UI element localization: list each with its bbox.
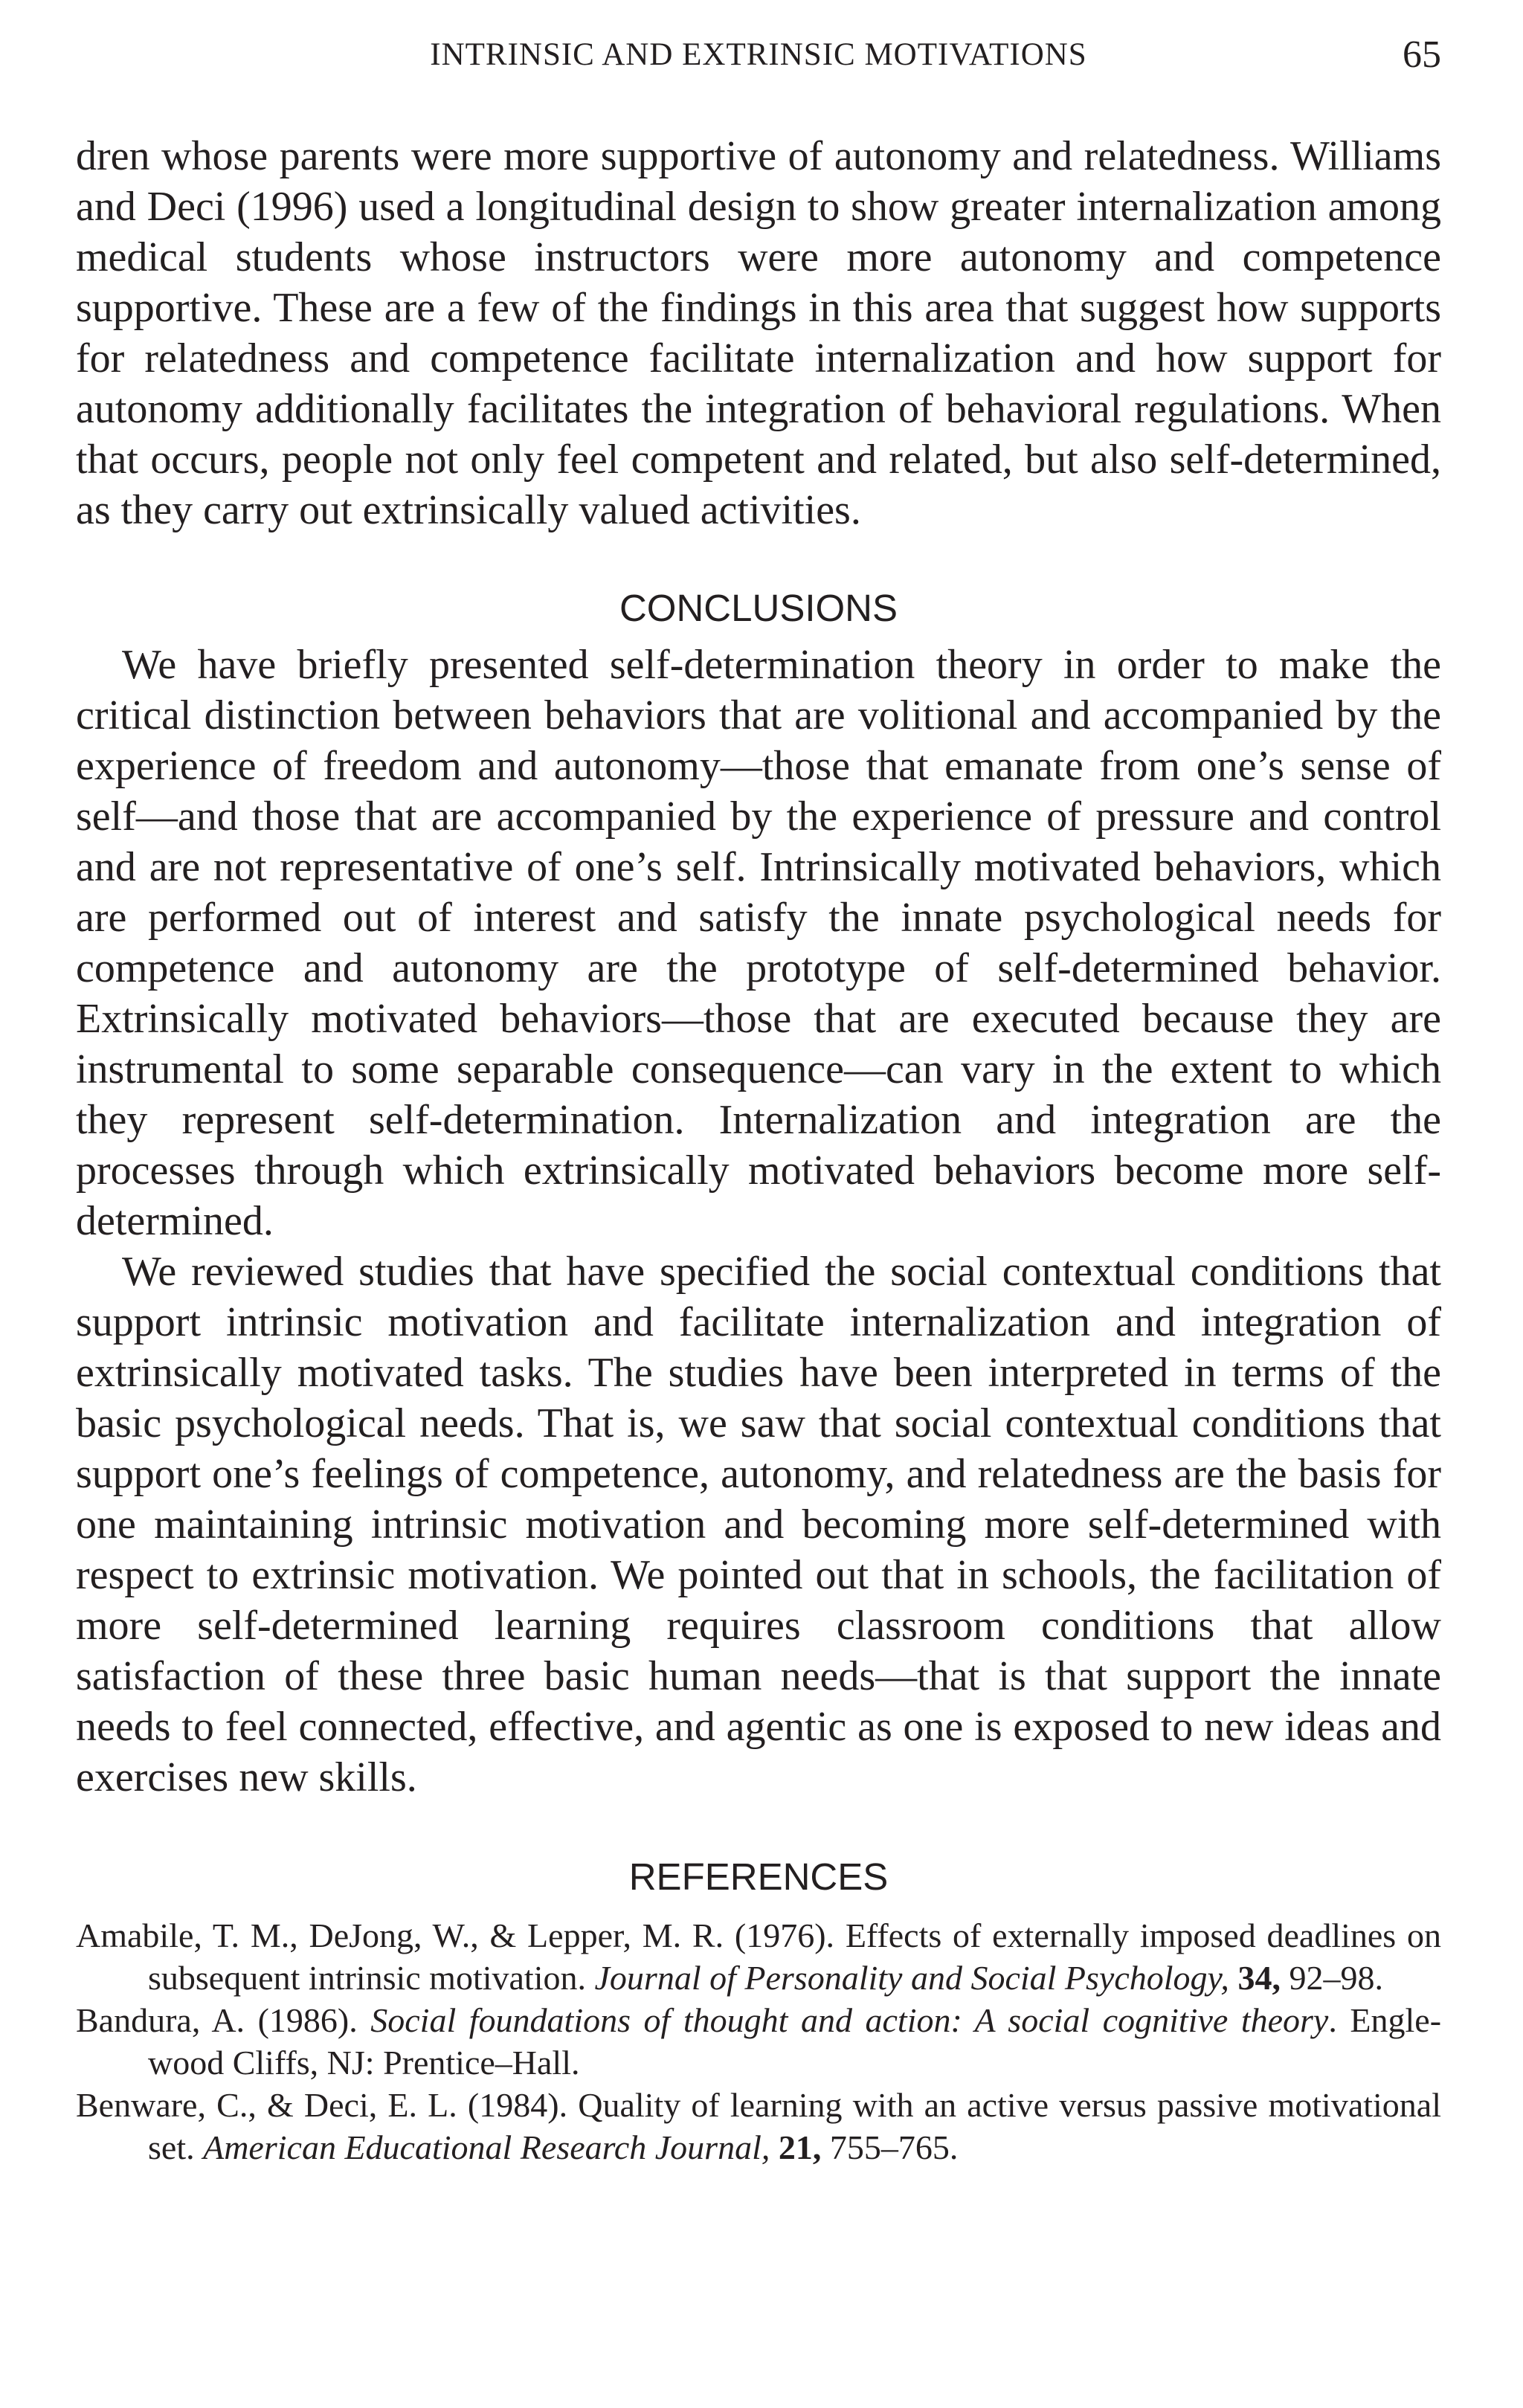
reference-text: Bandura, A. (1986). xyxy=(76,2001,371,2039)
reference-item xyxy=(76,2084,1441,2169)
page-number: 65 xyxy=(1403,33,1441,76)
reference-item xyxy=(76,1999,1441,2084)
conclusions-paragraph-1: We have briefly presented self-determination theory in order to make the critical distinction between behaviors that are volitional and accompanied by the experience of freedom and autonomy—those that emanate from one’s sense of self—and those that are accompanied by the experience of pressure and control and are not representative of one’s self. Intrinsically motivated behaviors, which are performed out of interest and satisfy the innate psychological needs for competence and autonomy are the prototype of self-determined behavior. Extrinsically motivated behaviors—those that are executed because they are instrumental to some separable consequence—can vary in the extent to which they represent self-determination. Internalization and integration are the processes through which extrinsically motivated behaviors become more self-determined. xyxy=(76,642,1441,1244)
running-title: INTRINSIC AND EXTRINSIC MOTIVATIONS xyxy=(430,37,1087,72)
reference-title: Social foundations of thought and action: A social cognitive theory xyxy=(370,2001,1329,2039)
reference-item xyxy=(76,1914,1441,1999)
conclusions-heading: CONCLUSIONS xyxy=(619,587,898,629)
reference-text: Benware, C., & Deci, E. L. (1984). Quality of learning with an active versus passive motivational set. xyxy=(76,2086,1441,2166)
continuation-paragraph: dren whose parents were more supportive of autonomy and relatedness. Williams and Deci (1996) used a longitudinal design to show greater internalization among medical students whose instructors were more autonomy and competence supportive. These are a few of the findings in this area that suggest how supports for relatedness and competence facilitate internalization and how support for autonomy additionally facilitates the integration of behavioral regulations. When that occurs, people not only feel competent and related, but also self-determined, as they carry out extrinsically valued activities. xyxy=(76,133,1441,533)
reference-pages: 755–765. xyxy=(829,2128,959,2166)
reference-volume: 34, xyxy=(1237,1959,1281,1997)
reference-journal: American Educational Research Journal, xyxy=(203,2128,770,2166)
reference-list xyxy=(76,1914,1441,2169)
running-head xyxy=(76,33,1441,77)
reference-text: Amabile, T. M., DeJong, W., & Lepper, M. R. (1976). Effects of externally imposed deadlines on subsequent intrinsic motivation. xyxy=(76,1916,1441,1997)
reference-volume: 21, xyxy=(778,2128,822,2166)
references-heading: REFERENCES xyxy=(628,1855,889,1898)
conclusions-paragraph-2: We reviewed studies that have specified the social contextual conditions that support intrinsic motivation and facilitate internalization and integration of extrinsically motivated tasks. The studies have been interpreted in terms of the basic psychological needs. That is, we saw that social contextual conditions that support one’s feelings of competence, autonomy, and relatedness are the basis for one maintaining intrinsic motivation and becoming more self-determined with respect to extrinsic motivation. We pointed out that in schools, the facilitation of more self-determined learning requires classroom conditions that allow satisfaction of these three basic human needs—that is that support the innate needs to feel connected, effective, and agentic as one is exposed to new ideas and exercises new skills. xyxy=(76,1249,1441,1800)
body-text xyxy=(76,131,1441,2169)
reference-pages: 92–98. xyxy=(1289,1959,1383,1997)
reference-journal: Journal of Personality and Social Psychology, xyxy=(594,1959,1229,1997)
reference-publisher: . Englewood Cliffs, NJ: Prentice–Hall. xyxy=(148,2001,1442,2082)
